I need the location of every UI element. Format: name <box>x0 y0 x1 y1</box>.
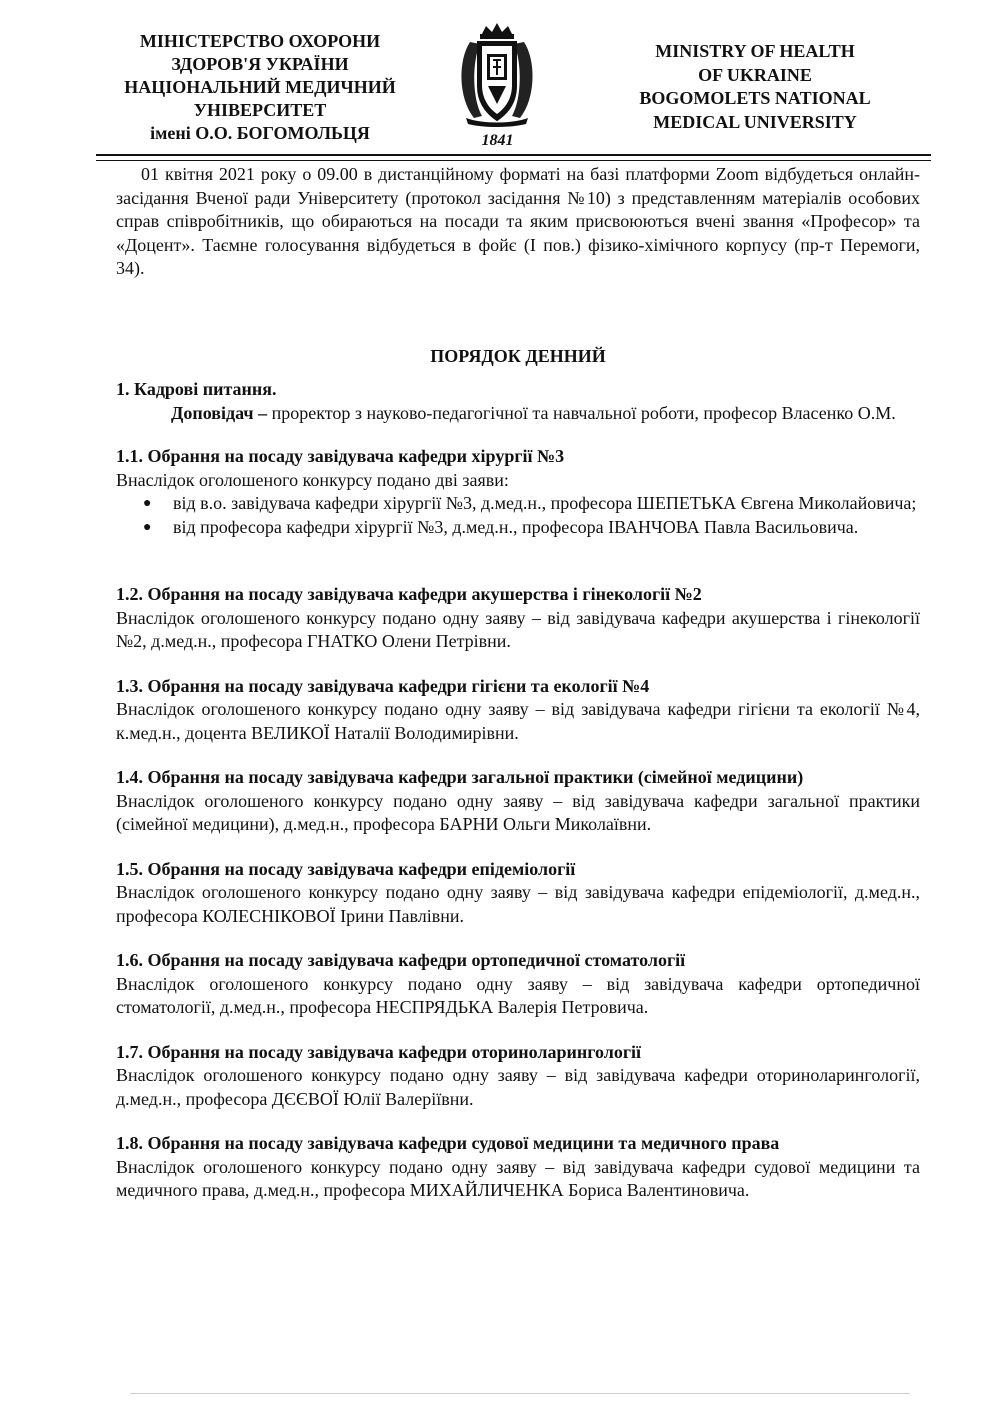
agenda-item-title: 1.8. Обрання на посаду завідувача кафедри судової медицини та медичного права <box>116 1133 780 1153</box>
agenda-item-text: Внаслідок оголошеного конкурсу подано одну заяву – від завідувача кафедри епідеміології, д.мед.н., професора КОЛЕСНІКОВОЇ Ірини Павлівни. <box>116 882 920 926</box>
letterhead-line: УНІВЕРСИТЕТ <box>193 100 327 120</box>
agenda-item-text: Внаслідок оголошеного конкурсу подано одну заяву – від завідувача кафедри гігієни та екології №4, к.мед.н., доцента ВЕЛИКОЇ Наталії Володимирівни. <box>116 699 920 743</box>
agenda-item-title: 1.1. Обрання на посаду завідувача кафедри хірургії №3 <box>116 446 565 466</box>
agenda-item-title: 1.4. Обрання на посаду завідувача кафедри загальної практики (сімейної медицини) <box>116 767 804 787</box>
bullet-icon: ● <box>143 519 152 535</box>
speaker-label: Доповідач – <box>171 402 268 423</box>
section-title: 1. Кадрові питання. <box>116 379 277 399</box>
agenda-item-title: 1.6. Обрання на посаду завідувача кафедри ортопедичної стоматології <box>116 950 686 970</box>
applicant-list <box>116 492 920 539</box>
list-item <box>116 492 920 516</box>
page-bottom-edge <box>130 1393 910 1394</box>
agenda-item <box>116 858 920 929</box>
university-coat-of-arms-icon <box>452 20 542 128</box>
agenda-item-text: Внаслідок оголошеного конкурсу подано одну заяву – від завідувача кафедри акушерства і гінекології №2, д.мед.н., професора ГНАТКО Олени Петрівни. <box>116 607 920 651</box>
agenda-item <box>116 675 920 746</box>
speaker-paragraph <box>116 402 920 426</box>
agenda-item <box>116 1132 920 1203</box>
agenda-item <box>116 949 920 1020</box>
agenda-item-text: Внаслідок оголошеного конкурсу подано одну заяву – від завідувача кафедри ортопедичної стоматології, д.мед.н., професора НЕСПРЯДЬКА Валерія Петровича. <box>116 973 920 1017</box>
letterhead-line: OF UKRAINE <box>698 64 812 85</box>
agenda-item-title: 1.2. Обрання на посаду завідувача кафедри акушерства і гінекології №2 <box>116 584 702 604</box>
agenda-item-text: Внаслідок оголошеного конкурсу подано дві заяви: <box>116 469 509 490</box>
agenda-item <box>116 1041 920 1112</box>
letterhead-line: імені О.О. БОГОМОЛЬЦЯ <box>150 123 370 143</box>
letterhead-english-name <box>600 40 910 134</box>
agenda-title: ПОРЯДОК ДЕННИЙ <box>430 345 606 366</box>
letterhead-line: MINISTRY OF HEALTH <box>655 41 855 61</box>
list-item <box>116 516 920 540</box>
bullet-icon: ● <box>143 496 152 511</box>
letterhead-ukrainian-name <box>100 30 420 145</box>
letterhead-divider-thick <box>96 154 931 156</box>
agenda-item-text: Внаслідок оголошеного конкурсу подано одну заяву – від завідувача кафедри судової медицини та медичного права, д.мед.н., професора МИХАЙЛИЧЕНКА Бориса Валентиновича. <box>116 1156 920 1200</box>
letterhead <box>0 0 993 160</box>
agenda-item <box>116 445 920 539</box>
letterhead-divider-thin <box>96 160 931 161</box>
applicant-text: від в.о. завідувача кафедри хірургії №3, д.мед.н., професора ШЕПЕТЬКА Євгена Миколайовича; <box>173 493 917 513</box>
agenda-item <box>116 583 920 654</box>
founding-year: 1841 <box>481 132 514 149</box>
letterhead-line: МІНІСТЕРСТВО ОХОРОНИ <box>139 31 381 51</box>
letterhead-line: ЗДОРОВ'Я УКРАЇНИ <box>171 54 349 74</box>
letterhead-line: MEDICAL UNIVERSITY <box>653 111 857 132</box>
letterhead-line: BOGOMOLETS NATIONAL <box>639 88 871 108</box>
intro-paragraph: 01 квітня 2021 року о 09.00 в дистанційному форматі на базі платформи Zoom відбудеться онлайн-засідання Вченої ради Університету (протокол засідання №10) з представленням матеріалів особових справ співробітників, що обираються на посади та яким присвоюються вчені звання «Професор» та «Доцент». Таємне голосування відбудеться в фойє (І пов.) фізико-хімічного корпусу (пр-т Перемоги, 34). <box>116 164 920 278</box>
agenda-item-title: 1.5. Обрання на посаду завідувача кафедри епідеміології <box>116 858 576 879</box>
agenda-item-text: Внаслідок оголошеного конкурсу подано одну заяву – від завідувача кафедри оториноларингології, д.мед.н., професора ДЄЄВОЇ Юлії Валеріївни. <box>116 1065 920 1109</box>
agenda-item-text: Внаслідок оголошеного конкурсу подано одну заяву – від завідувача кафедри загальної практики (сімейної медицини), д.мед.н., професора БАРНИ Ольги Миколаївни. <box>116 790 920 834</box>
document-body <box>116 163 920 1224</box>
letterhead-line: НАЦІОНАЛЬНИЙ МЕДИЧНИЙ <box>124 77 396 97</box>
speaker-text: проректор з науково-педагогічної та навчальної роботи, професор Власенко О.М. <box>267 402 896 423</box>
agenda-item <box>116 766 920 837</box>
agenda-item-title: 1.7. Обрання на посаду завідувача кафедри оториноларингології <box>116 1041 642 1062</box>
applicant-text: від професора кафедри хірургії №3, д.мед.н., професора ІВАНЧОВА Павла Васильовича. <box>173 516 859 537</box>
agenda-item-title: 1.3. Обрання на посаду завідувача кафедри гігієни та екології №4 <box>116 675 650 696</box>
